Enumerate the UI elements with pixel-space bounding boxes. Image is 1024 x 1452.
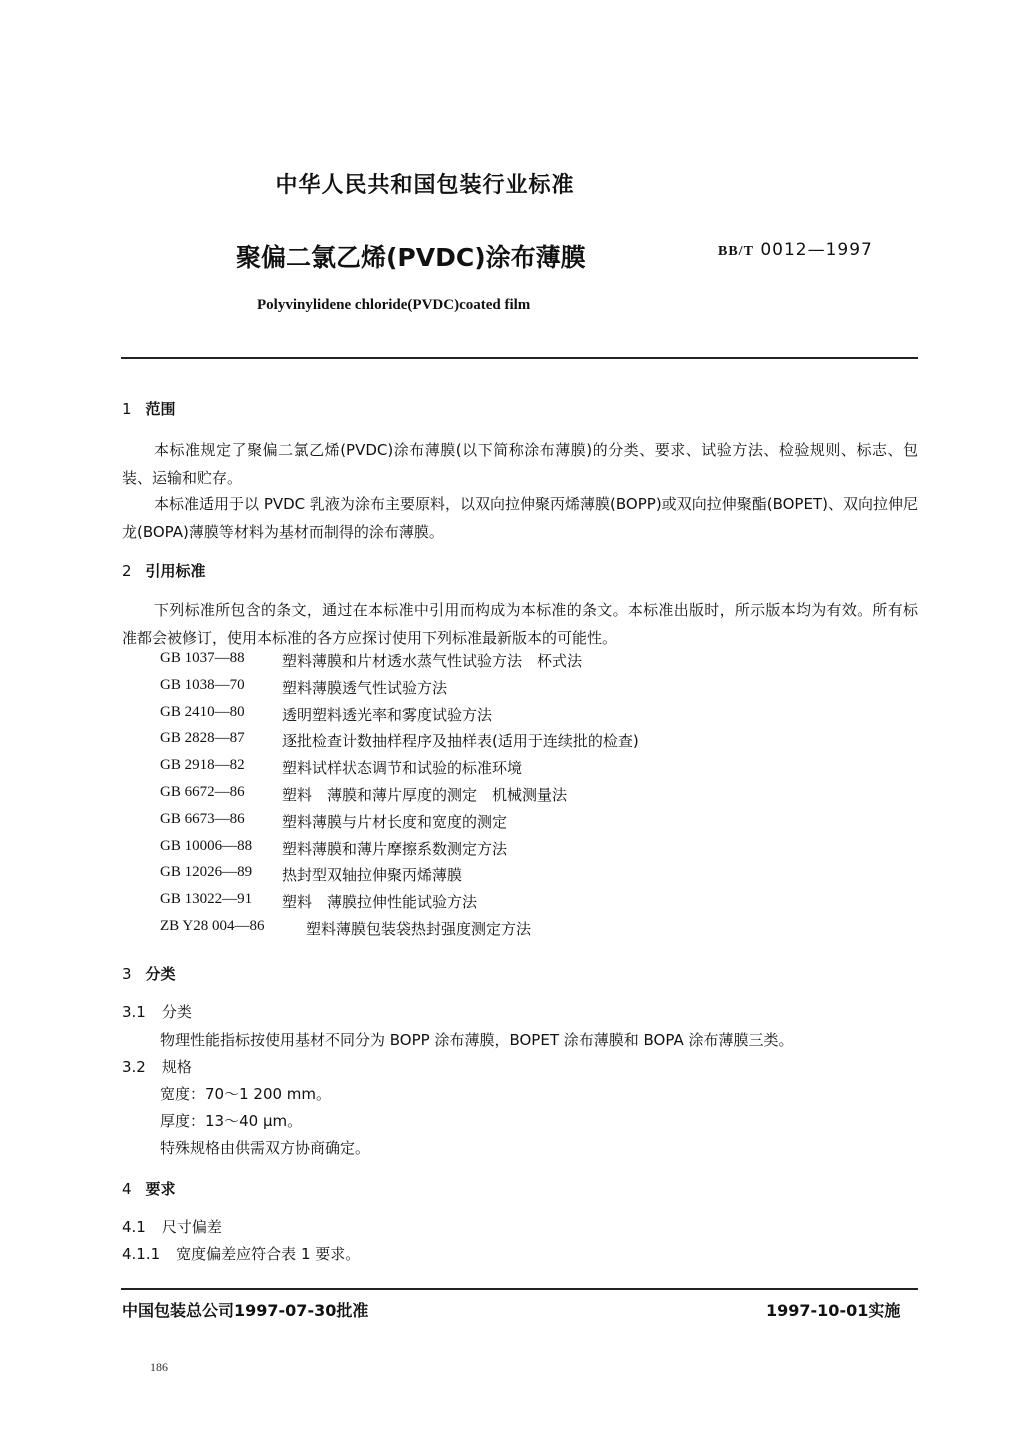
reference-title: 热封型双轴拉伸聚丙烯薄膜 xyxy=(282,866,463,885)
reference-title: 塑料薄膜透气性试验方法 xyxy=(282,678,448,697)
subsection-number: 4.1 xyxy=(122,1218,146,1236)
section-number: 3 xyxy=(122,965,132,983)
reference-item xyxy=(160,757,639,784)
section-2-paragraph: 下列标准所包含的条文，通过在本标准中引用而构成为本标准的条文。本标准出版时，所示版本均为有效。所有标准都会被修订，使用本标准的各方应探讨使用下列标准最新版本的可能性。 xyxy=(122,601,918,647)
subsection-text: 宽度偏差应符合表 1 要求。 xyxy=(176,1245,361,1263)
standard-number xyxy=(718,240,873,260)
subsection-title: 分类 xyxy=(161,1003,192,1021)
reference-item xyxy=(160,784,639,811)
section-1-paragraph-1: 本标准规定了聚偏二氯乙烯(PVDC)涂布薄膜(以下简称涂布薄膜)的分类、要求、试验方法、检验规则、标志、包装、运输和贮存。 xyxy=(122,441,918,487)
reference-code: GB 13022—91 xyxy=(160,891,253,908)
subsection-3-1-heading xyxy=(122,1001,192,1022)
reference-list xyxy=(160,650,639,945)
reference-item xyxy=(160,730,639,757)
subsection-3-1-text: 物理性能指标按使用基材不同分为 BOPP 涂布薄膜，BOPET 涂布薄膜和 BOPA 涂布薄膜三类。 xyxy=(160,1031,794,1049)
reference-title: 塑料薄膜和片材透水蒸气性试验方法 杯式法 xyxy=(282,652,583,670)
reference-item xyxy=(160,677,639,704)
spec-special: 特殊规格由供需双方协商确定。 xyxy=(160,1139,371,1157)
reference-item xyxy=(160,838,639,865)
subsection-number: 3.1 xyxy=(122,1003,146,1021)
reference-item xyxy=(160,918,639,945)
section-number: 1 xyxy=(122,400,132,418)
standard-prefix: BB/T xyxy=(718,244,754,259)
reference-item xyxy=(160,811,639,838)
section-number: 2 xyxy=(122,562,132,580)
section-4-heading xyxy=(122,1178,176,1199)
reference-item xyxy=(160,891,639,918)
reference-code: GB 2410—80 xyxy=(160,703,245,720)
subsection-number: 3.2 xyxy=(122,1058,146,1076)
section-1-paragraph-2: 本标准适用于以 PVDC 乳液为涂布主要原料，以双向拉伸聚丙烯薄膜(BOPP)或双向拉伸聚酯(BOPET)、双向拉伸尼龙(BOPA)薄膜等材料为基材而制得的涂布薄膜。 xyxy=(122,495,918,541)
reference-title: 逐批检查计数抽样程序及抽样表(适用于连续批的检查) xyxy=(282,732,639,751)
section-1-heading xyxy=(122,398,176,419)
spec-width: 宽度：70～1 200 mm。 xyxy=(160,1085,332,1103)
reference-code: GB 1038—70 xyxy=(160,676,245,693)
reference-code: GB 6673—86 xyxy=(160,810,245,827)
reference-title: 塑料 薄膜拉伸性能试验方法 xyxy=(282,893,478,912)
reference-code: ZB Y28 004—86 xyxy=(160,917,265,934)
section-title: 要求 xyxy=(145,1180,176,1198)
document-title-en: Polyvinylidene chloride(PVDC)coated film xyxy=(257,297,531,313)
section-title: 分类 xyxy=(145,965,176,983)
standard-code: 0012—1997 xyxy=(760,240,873,260)
subsection-title: 规格 xyxy=(161,1058,192,1076)
reference-title: 塑料薄膜和薄片摩擦系数测定方法 xyxy=(282,839,508,858)
subsection-3-2-heading xyxy=(122,1056,192,1077)
reference-code: GB 6672—86 xyxy=(160,783,245,800)
reference-title: 塑料薄膜与片材长度和宽度的测定 xyxy=(282,812,508,831)
effective-date: 1997-10-01实施 xyxy=(766,1301,901,1320)
section-2-heading xyxy=(122,560,206,581)
reference-title: 塑料 薄膜和薄片厚度的测定 机械测量法 xyxy=(282,785,568,804)
page-number: 186 xyxy=(150,1360,168,1374)
section-3-heading xyxy=(122,963,176,984)
subsection-4-1-1 xyxy=(122,1243,360,1264)
reference-code: GB 2828—87 xyxy=(160,730,245,747)
reference-item xyxy=(160,704,639,731)
reference-code: GB 1037—88 xyxy=(160,650,245,666)
section-title: 引用标准 xyxy=(145,562,206,580)
header-divider xyxy=(121,357,918,359)
footer-divider xyxy=(121,1288,918,1290)
spec-thickness: 厚度：13～40 μm。 xyxy=(160,1112,303,1130)
subsection-title: 尺寸偏差 xyxy=(161,1218,222,1236)
industry-standard-heading: 中华人民共和国包装行业标准 xyxy=(275,173,575,198)
reference-item xyxy=(160,864,639,891)
reference-title: 透明塑料透光率和雾度试验方法 xyxy=(282,705,493,724)
section-title: 范围 xyxy=(145,400,176,418)
reference-code: GB 2918—82 xyxy=(160,757,245,774)
section-number: 4 xyxy=(122,1180,132,1198)
subsection-4-1-heading xyxy=(122,1216,222,1237)
reference-code: GB 10006—88 xyxy=(160,837,253,854)
reference-title: 塑料试样状态调节和试验的标准环境 xyxy=(282,759,523,778)
subsection-number: 4.1.1 xyxy=(122,1245,161,1263)
reference-code: GB 12026—89 xyxy=(160,864,253,881)
reference-title: 塑料薄膜包装袋热封强度测定方法 xyxy=(306,919,532,938)
document-title-cn: 聚偏二氯乙烯(PVDC)涂布薄膜 xyxy=(236,243,586,272)
approval-note: 中国包装总公司1997-07-30批准 xyxy=(122,1301,369,1320)
reference-item xyxy=(160,650,639,677)
